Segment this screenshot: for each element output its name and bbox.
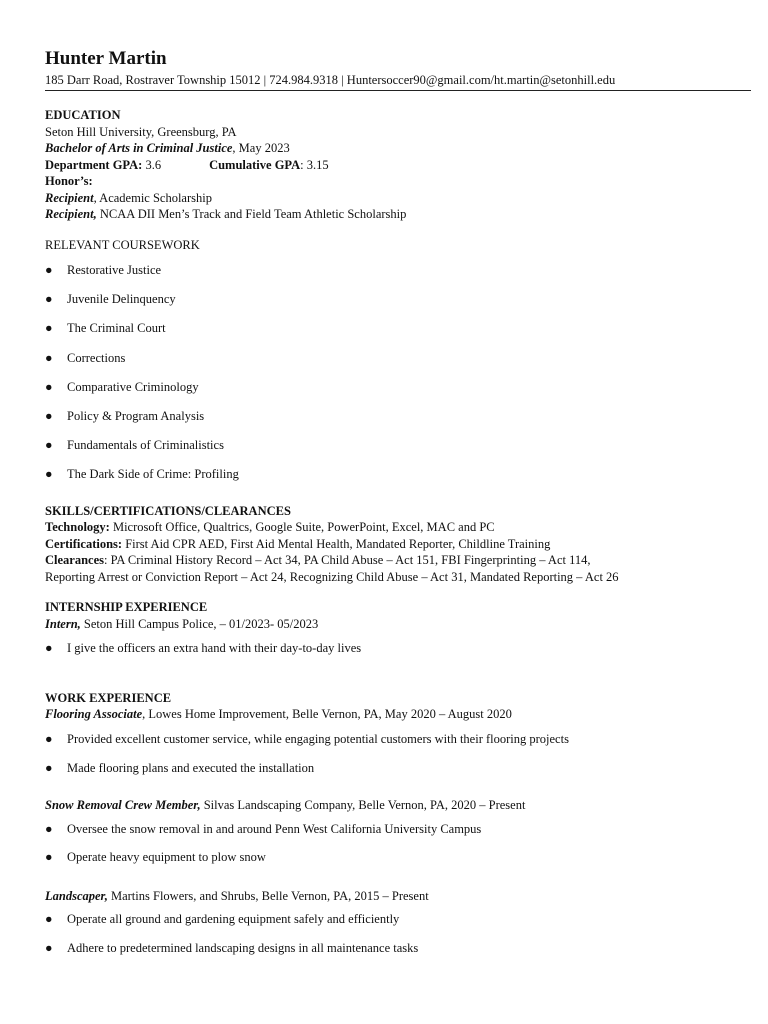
job-title-line — [45, 706, 751, 723]
list-item — [45, 291, 751, 308]
job-title-line — [45, 797, 751, 814]
bullet-icon: ● — [45, 408, 53, 423]
list-item — [45, 437, 751, 454]
job-role: Intern, — [45, 616, 81, 631]
bullet-text: I give the officers an extra hand with their day-to-day lives — [67, 641, 362, 656]
list-item — [45, 466, 751, 483]
job-bullets — [45, 731, 751, 776]
list-item — [45, 262, 751, 279]
bullet-icon: ● — [45, 379, 53, 394]
list-item — [45, 760, 751, 777]
bullet-icon: ● — [45, 641, 53, 656]
internship-heading: INTERNSHIP EXPERIENCE — [45, 600, 208, 615]
clearances-line-continued: Reporting Arrest or Conviction Report – Act 24, Recognizing Child Abuse – Act 31, Mandated Reporting – Act 26 — [45, 569, 619, 584]
bullet-icon: ● — [45, 760, 53, 775]
clearances-label: Clearances — [45, 553, 105, 568]
list-item — [45, 408, 751, 425]
course-name: Fundamentals of Criminalistics — [67, 438, 224, 453]
job-role: Snow Removal Crew Member, — [45, 798, 201, 813]
list-item — [45, 640, 751, 657]
job-detail: , Lowes Home Improvement, Belle Vernon, PA, May 2020 – August 2020 — [142, 707, 512, 722]
list-item — [45, 320, 751, 337]
gpa-line — [45, 157, 751, 174]
skills-section — [45, 503, 751, 586]
bullet-icon: ● — [45, 467, 53, 482]
honor-label: Recipient — [45, 190, 94, 205]
job-role: Landscaper, — [45, 888, 108, 903]
technology-label: Technology: — [45, 520, 110, 535]
certifications-value: First Aid CPR AED, First Aid Mental Health, Mandated Reporter, Childline Training — [122, 536, 551, 551]
list-item — [45, 940, 751, 957]
bullet-icon: ● — [45, 912, 53, 927]
course-name: The Criminal Court — [67, 321, 166, 336]
course-name: Juvenile Delinquency — [67, 292, 176, 307]
job-detail: Silvas Landscaping Company, Belle Vernon, PA, 2020 – Present — [200, 798, 526, 813]
clearances-line — [45, 552, 751, 569]
work-section — [45, 690, 751, 957]
list-item — [45, 849, 751, 866]
honor-item — [45, 190, 751, 207]
bullet-text: Operate all ground and gardening equipment safely and efficiently — [67, 912, 400, 927]
clearances-value: : PA Criminal History Record – Act 34, PA Child Abuse – Act 151, FBI Fingerprinting – Act 114, — [104, 553, 591, 568]
bullet-icon: ● — [45, 438, 53, 453]
list-item — [45, 911, 751, 928]
bullet-icon: ● — [45, 350, 53, 365]
course-name: Restorative Justice — [67, 263, 162, 277]
bullet-icon: ● — [45, 731, 53, 746]
cum-gpa-value: : 3.15 — [300, 157, 329, 172]
cum-gpa-label: Cumulative GPA — [209, 157, 301, 172]
certifications-label: Certifications: — [45, 536, 123, 551]
job-title-line — [45, 888, 751, 905]
bullet-text: Operate heavy equipment to plow snow — [67, 850, 266, 865]
honor-item — [45, 206, 751, 223]
honor-label: Recipient, — [45, 207, 97, 221]
work-heading: WORK EXPERIENCE — [45, 690, 172, 705]
degree-title: Bachelor of Arts in Criminal Justice — [45, 141, 233, 155]
degree-line — [45, 140, 751, 157]
education-heading: EDUCATION — [45, 108, 121, 122]
coursework-list — [45, 262, 751, 483]
education-section — [45, 107, 751, 223]
job-bullets — [45, 821, 751, 866]
bullet-icon: ● — [45, 263, 53, 277]
honors-label: Honor’s: — [45, 174, 93, 188]
bullet-text: Made flooring plans and executed the installation — [67, 760, 315, 775]
contact-line: 185 Darr Road, Rostraver Township 15012 | 724.984.9318 | Huntersoccer90@gmail.com/ht.martin@setonhill.edu — [45, 73, 616, 87]
internship-bullets — [45, 640, 751, 657]
dept-gpa-value: 3.6 — [142, 157, 162, 172]
job-detail: Martins Flowers, and Shrubs, Belle Vernon, PA, 2015 – Present — [107, 888, 429, 903]
course-name: Policy & Program Analysis — [67, 408, 205, 423]
header-divider — [45, 90, 751, 91]
bullet-icon: ● — [45, 850, 53, 865]
bullet-text: Provided excellent customer service, while engaging potential customers with their flooring projects — [67, 731, 569, 746]
bullet-icon: ● — [45, 292, 53, 307]
list-item — [45, 379, 751, 396]
bullet-text: Adhere to predetermined landscaping designs in all maintenance tasks — [67, 941, 419, 956]
bullet-icon: ● — [45, 821, 53, 836]
course-name: The Dark Side of Crime: Profiling — [67, 467, 239, 482]
coursework-heading: RELEVANT COURSEWORK — [45, 237, 200, 252]
bullet-text: Oversee the snow removal in and around Penn West California University Campus — [67, 821, 482, 836]
course-name: Corrections — [67, 350, 126, 365]
bullet-icon: ● — [45, 321, 53, 336]
school-line: Seton Hill University, Greensburg, PA — [45, 124, 237, 139]
honor-text: , Academic Scholarship — [93, 190, 212, 205]
technology-line — [45, 519, 751, 536]
certifications-line — [45, 536, 751, 553]
candidate-name: Hunter Martin — [45, 48, 167, 69]
dept-gpa-label: Department GPA: — [45, 157, 143, 172]
job-role: Flooring Associate — [45, 707, 143, 722]
technology-value: Microsoft Office, Qualtrics, Google Suite, PowerPoint, Excel, MAC and PC — [109, 520, 495, 535]
list-item — [45, 821, 751, 838]
job-bullets — [45, 911, 751, 956]
bullet-icon: ● — [45, 941, 53, 956]
internship-section — [45, 599, 751, 657]
coursework-section — [45, 237, 751, 483]
honor-text: NCAA DII Men’s Track and Field Team Athletic Scholarship — [96, 207, 407, 221]
degree-date: , May 2023 — [232, 141, 290, 155]
list-item — [45, 731, 751, 748]
internship-role-line — [45, 616, 751, 633]
resume-page — [45, 48, 751, 957]
job-detail: Seton Hill Campus Police, – 01/2023- 05/2023 — [80, 616, 319, 631]
list-item — [45, 350, 751, 367]
skills-heading: SKILLS/CERTIFICATIONS/CLEARANCES — [45, 503, 291, 518]
course-name: Comparative Criminology — [67, 379, 199, 394]
